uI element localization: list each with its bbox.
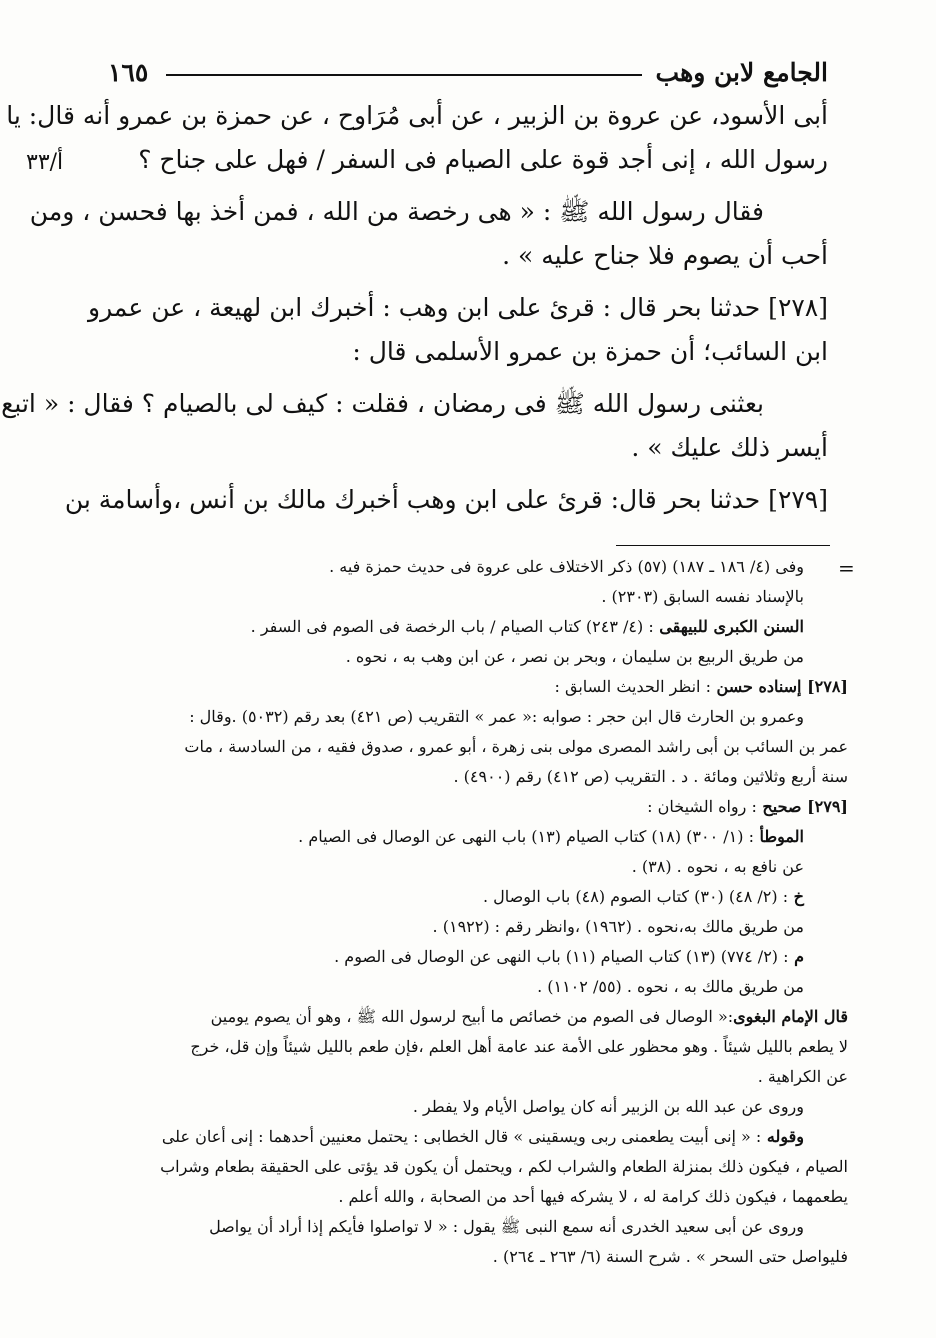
footnote-line: عن نافع به ، نحوه . (٣٨) .: [631, 857, 804, 876]
footnote-line: وقوله : « إنى أبيت يطعمنى ربى ويسقينى » قال الخطابى : يحتمل معنيين أحدهما : إنى أعان على: [161, 1127, 804, 1146]
text-line: أحب أن يصوم فلا جناح عليه » .: [502, 241, 828, 270]
footnote-line: عن الكراهية .: [757, 1067, 848, 1086]
footnote-line: من طريق الربيع بن سليمان ، وبحر بن نصر ، عن ابن وهب به ، نحوه .: [345, 647, 804, 666]
footnote-line: وفى (٤/ ١٨٦ ـ ١٨٧) (٥٧) ذكر الاختلاف على عروة فى حديث حمزة فيه .: [329, 557, 804, 576]
footnote-line: من طريق مالك به ، نحوه . (٥٥/ ١١٠٢) .: [537, 977, 804, 996]
footnote-line: قال الإمام البغوى:« الوصال فى الصوم من خصائص ما أبيح لرسول الله ﷺ ، وهو أن يصوم يومين: [210, 1007, 848, 1026]
page-number: ١٦٥: [108, 57, 149, 87]
footnote-heading-278: [٢٧٨] إسناده حسن : انظر الحديث السابق :: [554, 677, 848, 696]
text-line: فقال رسول الله ﷺ : « هى رخصة من الله ، فمن أخذ بها فحسن ، ومن: [29, 197, 764, 226]
text-line: أبى الأسود، عن عروة بن الزبير ، عن أبى مُرَاوح ، عن حمزة بن عمرو أنه قال: يا: [6, 101, 828, 130]
footnote-separator: [616, 545, 830, 546]
hadith-heading-279: [٢٧٩] حدثنا بحر قال: قرئ على ابن وهب أخبرك مالك بن أنس ،وأسامة بن: [64, 485, 828, 514]
footnote-line: يطعمهما ، فيكون ذلك كرامة له ، لا يشركه فيها أحد من الصحابة ، والله أعلم .: [338, 1187, 848, 1206]
footnotes: [100, 552, 848, 1272]
footnote-line: سنة أربع وثلاثين ومائة . د . التقريب (ص ٤١٢) رقم (٤٩٠٠) .: [453, 767, 848, 786]
footnote-line: عمر بن السائب بن أبى راشد المصرى مولى بنى زهرة ، أبو عمرو ، صدوق فقيه ، من السادسة ، مات: [184, 737, 848, 756]
footnote-heading-279: [٢٧٩] صحيح : رواه الشيخان :: [647, 797, 848, 816]
footnote-line: خ : (٢/ ٤٨) (٣٠) كتاب الصوم (٤٨) باب الوصال .: [483, 887, 804, 906]
book-title: الجامع لابن وهب: [655, 57, 828, 87]
footnote-line: لا يطعم بالليل شيئاً . وهو محظور على الأمة عند عامة أهل العلم ،فإن طعم بالليل شيئاً وإن قل، خرج: [190, 1037, 848, 1056]
footnote-line: الصيام ، فيكون ذلك بمنزلة الطعام والشراب لكم ، ويحتمل أن يكون قد يؤتى على الحقيقة بطعام وشراب: [160, 1157, 848, 1176]
text-line: أيسر ذلك عليك » .: [631, 433, 828, 462]
footnote-line: الموطأ : (١/ ٣٠٠) (١٨) كتاب الصيام (١٣) باب النهى عن الوصال فى الصيام .: [298, 827, 804, 846]
footnote-line: وعمرو بن الحارث قال ابن حجر : صوابه :« عمر » التقريب (ص ٤٢١) بعد رقم (٥٠٣٢) .وقال :: [189, 707, 804, 726]
text-line: ابن السائب؛ أن حمزة بن عمرو الأسلمى قال :: [352, 337, 828, 366]
footnote-line: بالإسناد نفسه السابق (٢٣٠٣) .: [601, 587, 804, 606]
footnote-line: السنن الكبرى للبيهقى : (٤/ ٢٤٣) كتاب الصيام / باب الرخصة فى الصوم فى السفر .: [250, 617, 804, 636]
running-header: [108, 52, 828, 92]
footnote-line: وروى عن عبد الله بن الزبير أنه كان يواصل الأيام ولا يفطر .: [412, 1097, 804, 1116]
footnote-line: وروى عن أبى سعيد الخدرى أنه سمع النبى ﷺ يقول : « لا تواصلوا فأيكم إذا أراد أن يواصل: [209, 1217, 804, 1236]
footnote-continuation-marker: =: [838, 556, 855, 580]
text-line: رسول الله ، إنى أجد قوة على الصيام فى السفر / فهل على جناح ؟: [138, 145, 828, 174]
footnote-line: م : (٢/ ٧٧٤) (١٣) كتاب الصيام (١١) باب النهى عن الوصال فى الصوم .: [334, 947, 804, 966]
footnote-line: فليواصل حتى السحر » . شرح السنة (٦/ ٢٦٣ ـ ٢٦٤) .: [492, 1247, 848, 1266]
text-line: بعثنى رسول الله ﷺ فى رمضان ، فقلت : كيف لى بالصيام ؟ فقال : « اتبع: [1, 389, 764, 418]
manuscript-folio-note: أ/٣٣: [26, 150, 64, 175]
footnote-line: من طريق مالك به،نحوه . (١٩٦٢) ،وانظر رقم : (١٩٢٢) .: [432, 917, 804, 936]
header-rule: [166, 74, 641, 76]
hadith-heading-278: [٢٧٨] حدثنا بحر قال : قرئ على ابن وهب : أخبرك ابن لهيعة ، عن عمرو: [88, 293, 828, 322]
